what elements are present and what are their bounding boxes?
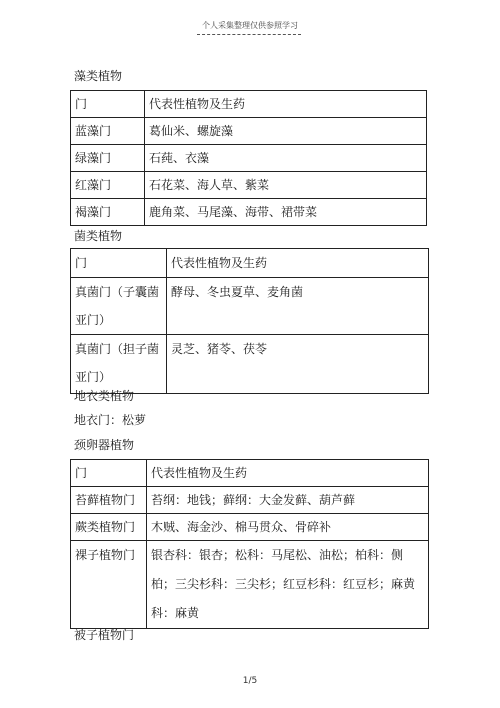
algae-table [70, 90, 427, 226]
table-row [71, 172, 427, 199]
table-cell: 葛仙米、螺旋藻 [145, 118, 427, 145]
table-header-cell: 门 [71, 249, 167, 278]
fungi-table [70, 248, 429, 394]
table-cell: 鹿角菜、马尾藻、海带、裙带菜 [145, 199, 427, 226]
table-header-cell: 代表性植物及生药 [147, 460, 429, 487]
page-number: 1/5 [242, 676, 258, 686]
table-header-row [71, 249, 429, 278]
table-cell: 苔纲：地钱；藓纲：大金发藓、葫芦藓 [147, 487, 429, 514]
archegoniatae-table [70, 459, 429, 629]
table-cell: 褐藻门 [71, 199, 145, 226]
page-header: 个人采集整理仅供参照学习 [202, 21, 298, 30]
table-header-row [71, 91, 427, 118]
table-cell: 木贼、海金沙、棉马贯众、骨碎补 [147, 514, 429, 541]
table-row [71, 541, 429, 629]
table-cell: 苔藓植物门 [71, 487, 147, 514]
table-cell: 裸子植物门 [71, 541, 147, 629]
table-header-cell: 代表性植物及生药 [145, 91, 427, 118]
section-title-algae: 藻类植物 [74, 69, 123, 83]
table-row [71, 335, 429, 394]
table-row [71, 487, 429, 514]
table-header-cell: 代表性植物及生药 [167, 249, 429, 278]
table-row [71, 145, 427, 172]
table-row [71, 278, 429, 335]
table-cell: 绿藻门 [71, 145, 145, 172]
table-header-row [71, 460, 429, 487]
table-cell: 红藻门 [71, 172, 145, 199]
table-cell: 蕨类植物门 [71, 514, 147, 541]
table-cell: 蓝藻门 [71, 118, 145, 145]
table-header-cell: 门 [71, 460, 147, 487]
lichen-line: 地衣门：松萝 [74, 413, 147, 427]
section-title-archegoniatae: 颈卵器植物 [74, 438, 135, 452]
table-cell: 酵母、冬虫夏草、麦角菌 [167, 278, 429, 335]
section-title-angiosperm: 被子植物门 [74, 628, 135, 642]
table-row [71, 514, 429, 541]
table-row [71, 199, 427, 226]
table-cell: 银杏科：银杏；松科：马尾松、油松；柏科：侧柏；三尖杉科：三尖杉；红豆杉科：红豆杉；麻黄科：麻黄 [147, 541, 429, 629]
table-row [71, 118, 427, 145]
table-header-cell: 门 [71, 91, 145, 118]
table-cell: 石花菜、海人草、紫菜 [145, 172, 427, 199]
table-cell: 真菌门（担子菌亚门） [71, 335, 167, 394]
table-cell: 石莼、衣藻 [145, 145, 427, 172]
section-title-lichen: 地衣类植物 [74, 389, 135, 403]
section-title-fungi: 菌类植物 [74, 229, 123, 243]
table-cell: 灵芝、猪苓、茯苓 [167, 335, 429, 394]
table-cell: 真菌门（子囊菌亚门） [71, 278, 167, 335]
header-divider [197, 34, 301, 35]
